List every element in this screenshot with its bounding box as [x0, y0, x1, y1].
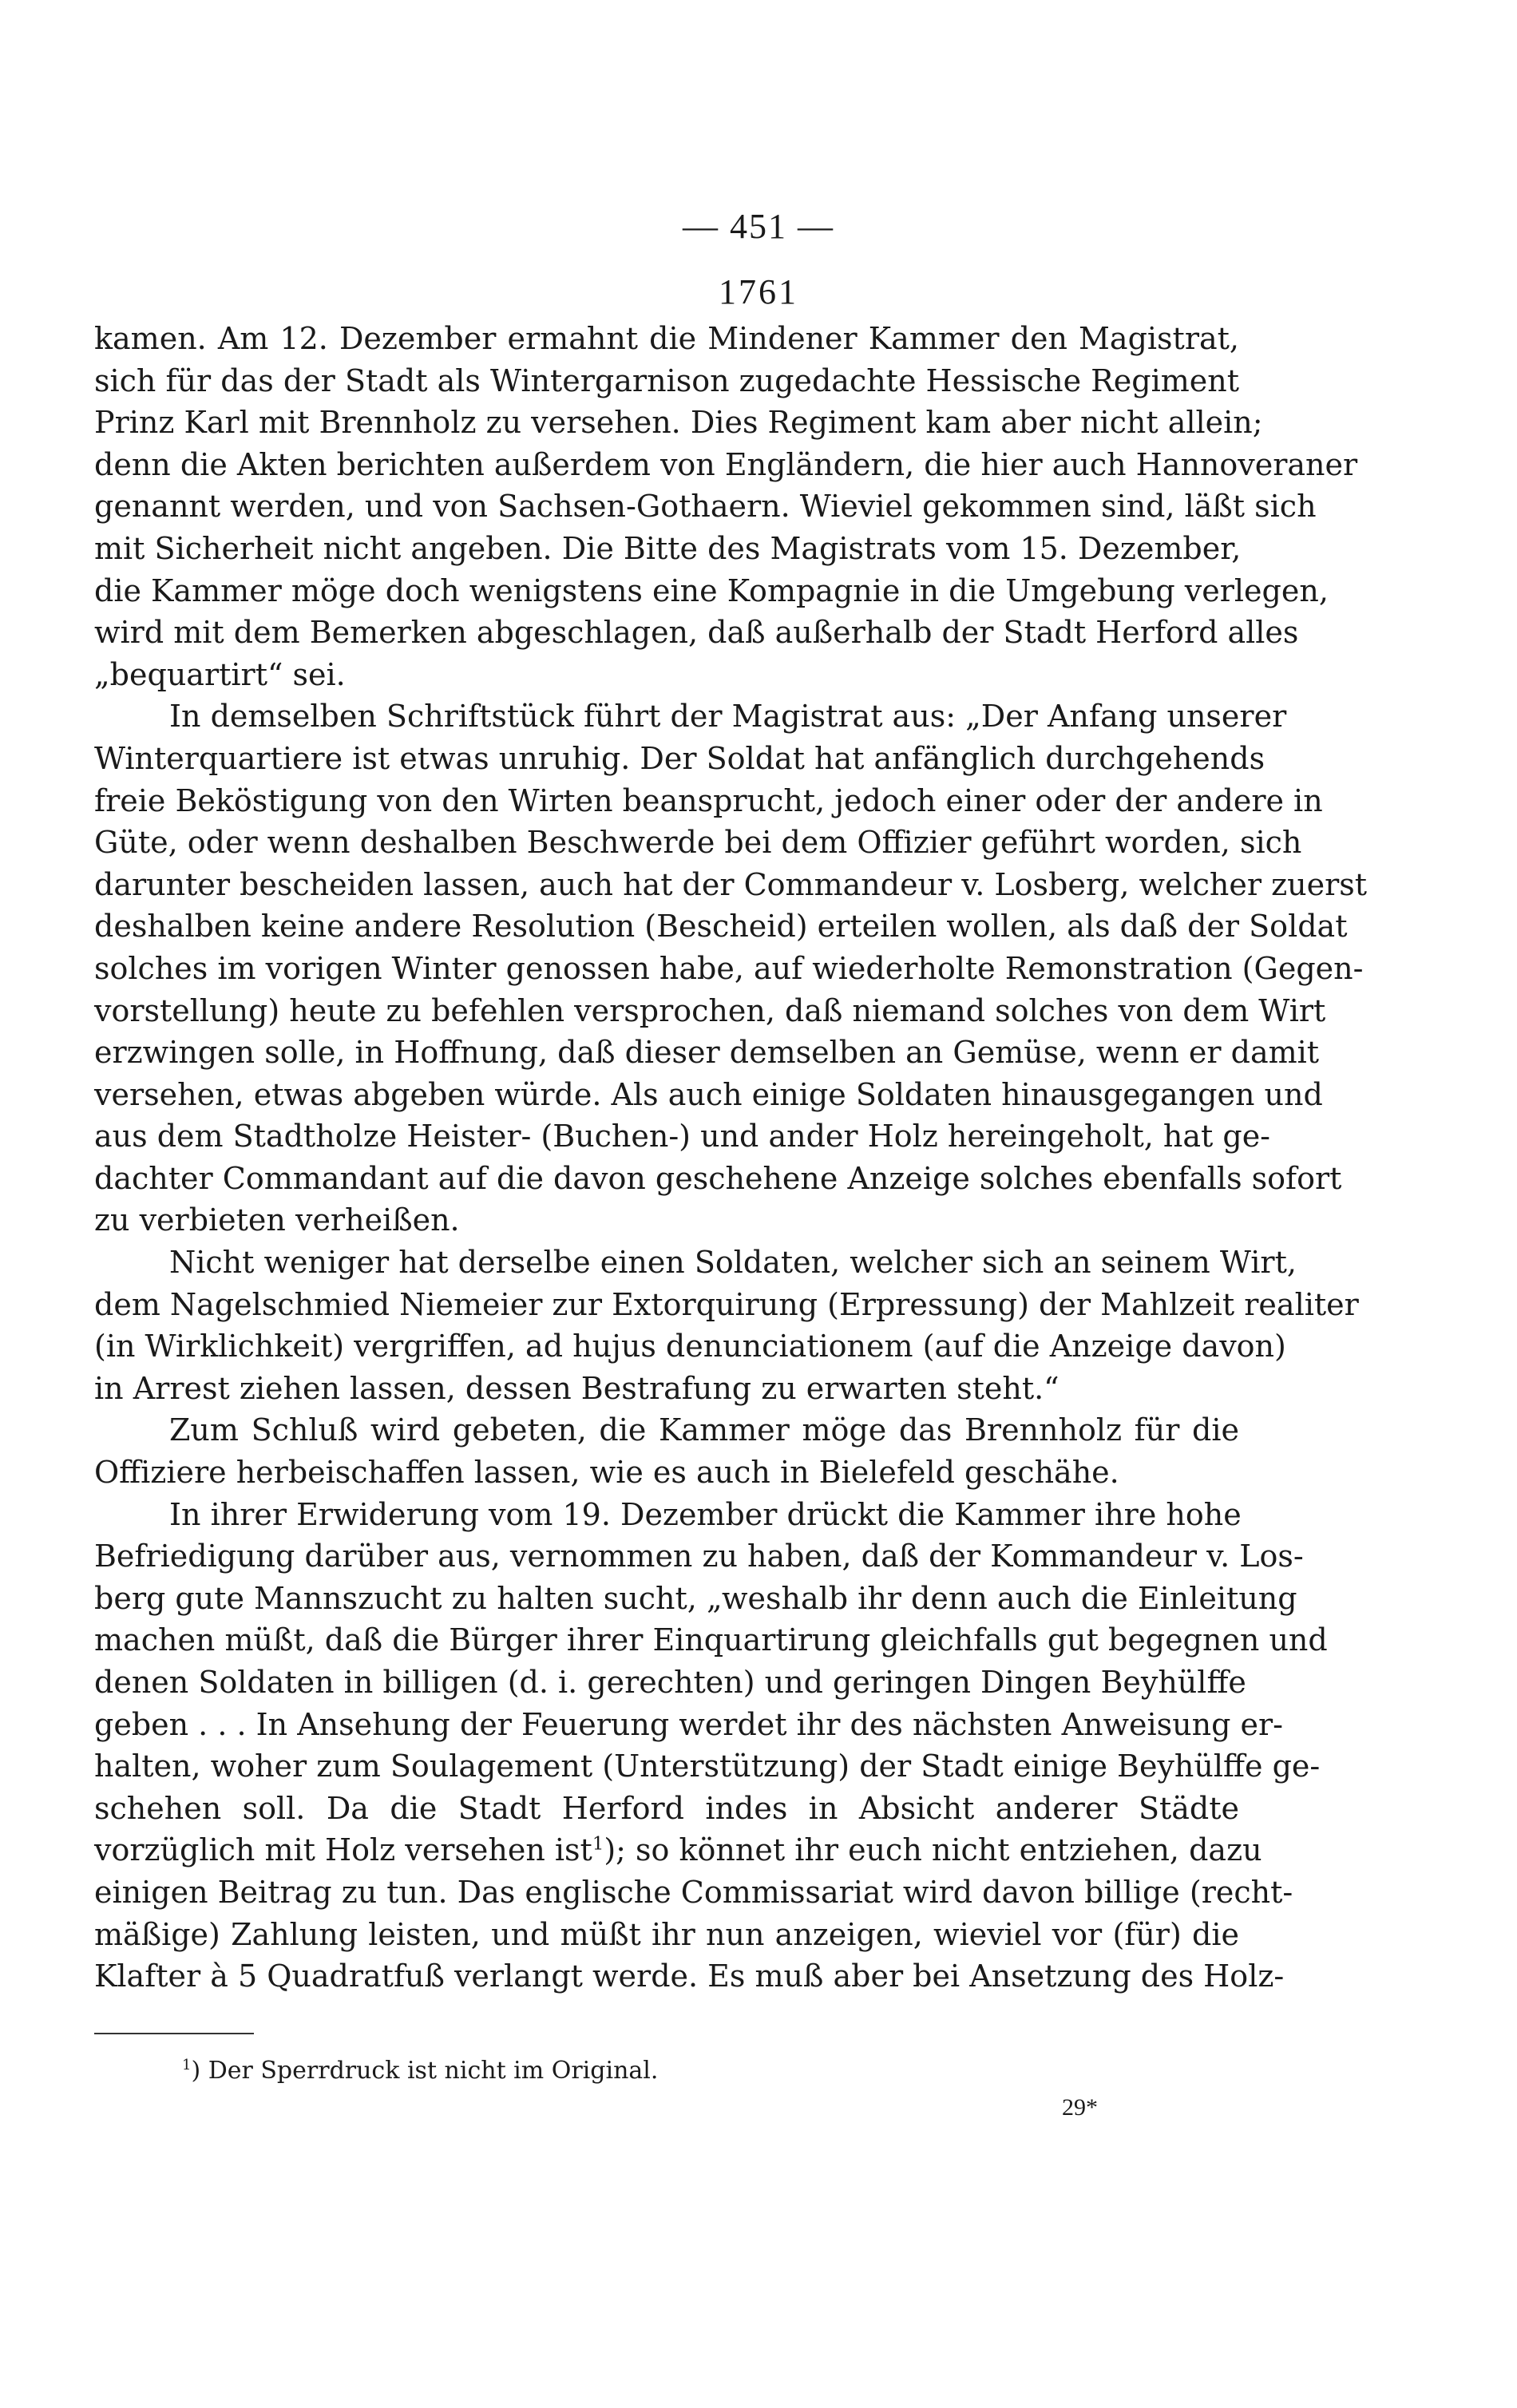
- text-line: kamen. Am 12. Dezember ermahnt die Mindener Kammer den Magistrat,: [94, 321, 1239, 356]
- text-line: Winterquartiere ist etwas unruhig. Der Soldat hat anfänglich durchgehends: [94, 740, 1265, 776]
- footnote: [182, 2055, 658, 2087]
- text-line: dem Nagelschmied Niemeier zur Extorquirung (Erpressung) der Mahlzeit realiter: [94, 1286, 1359, 1322]
- text-line: dachter Commandant auf die davon geschehene Anzeige solches ebenfalls sofort: [94, 1160, 1342, 1196]
- text-line: in Arrest ziehen lassen, dessen Bestrafung zu erwarten steht.“: [94, 1370, 1060, 1406]
- text-line: solches im vorigen Winter genossen habe, auf wiederholte Remonstration (Gegen-: [94, 950, 1364, 986]
- text-line: machen müßt, daß die Bürger ihrer Einquartirung gleichfalls gut begegnen und: [94, 1622, 1328, 1658]
- text-line: (in Wirklichkeit) vergriffen, ad hujus denunciationem (auf die Anzeige davon): [94, 1329, 1286, 1364]
- text-line: mit Sicherheit nicht angeben. Die Bitte des Magistrats vom 15. Dezember,: [94, 530, 1242, 566]
- footnote-text: ) Der Sperrdruck ist nicht im Original.: [191, 2057, 659, 2085]
- text-line: denn die Akten berichten außerdem von Engländern, die hier auch Hannoveraner: [94, 446, 1358, 482]
- text-line: Zum Schluß wird gebeten, die Kammer möge das Brennholz für die: [169, 1412, 1239, 1448]
- text-line: einigen Beitrag zu tun. Das englische Commissariat wird davon billige (recht-: [94, 1874, 1293, 1910]
- text-line: In demselben Schriftstück führt der Magistrat aus: „Der Anfang unserer: [169, 699, 1287, 735]
- page-number: — 451 —: [683, 207, 834, 246]
- text-line: geben . . . In Ansehung der Feuerung werdet ihr des nächsten Anweisung er-: [94, 1706, 1283, 1742]
- text-line: vorstellung) heute zu befehlen versprochen, daß niemand solches von dem Wirt: [94, 992, 1326, 1028]
- text-line: schehen soll. Da die Stadt Herford indes in Absicht anderer Städte: [94, 1790, 1239, 1826]
- text-line: aus dem Stadtholze Heister- (Buchen-) und ander Holz hereingeholt, hat ge-: [94, 1119, 1271, 1154]
- text-line: darunter bescheiden lassen, auch hat der Commandeur v. Losberg, welcher zuerst: [94, 866, 1368, 902]
- text-line: Güte, oder wenn deshalben Beschwerde bei dem Offizier geführt worden, sich: [94, 825, 1302, 861]
- text-line: die Kammer möge doch wenigstens eine Kompagnie in die Umgebung verlegen,: [94, 572, 1329, 608]
- year-heading: 1761: [719, 272, 798, 311]
- text-line: Klafter à 5 Quadratfuß verlangt werde. Es muß aber bei Ansetzung des Holz-: [94, 1958, 1285, 1994]
- text-line: Offiziere herbeischaffen lassen, wie es auch in Bielefeld geschähe.: [94, 1455, 1119, 1491]
- text-line: sich für das der Stadt als Wintergarnison zugedachte Hessische Regiment: [94, 362, 1239, 398]
- body-text: [94, 318, 1368, 1998]
- text-line: zu verbieten verheißen.: [94, 1202, 460, 1238]
- text-line-tail: ); so könnet ihr euch nicht entziehen, dazu: [604, 1832, 1262, 1868]
- text-line: Befriedigung darüber aus, vernommen zu haben, daß der Kommandeur v. Los-: [94, 1539, 1304, 1574]
- text-line: [94, 1829, 1262, 1871]
- text-line: versehen, etwas abgeben würde. Als auch einige Soldaten hinausgegangen und: [94, 1076, 1323, 1112]
- footnote-reference: 1: [592, 1833, 604, 1855]
- text-line: genannt werden, und von Sachsen-Gothaern. Wieviel gekommen sind, läßt sich: [94, 489, 1317, 525]
- text-line-head: vorzüglich mit Holz versehen ist: [94, 1832, 592, 1868]
- text-line: In ihrer Erwiderung vom 19. Dezember drückt die Kammer ihre hohe: [169, 1496, 1242, 1532]
- footnote-divider: [94, 2033, 254, 2034]
- text-line: denen Soldaten in billigen (d. i. gerechten) und geringen Dingen Beyhülffe: [94, 1665, 1246, 1700]
- text-line: deshalben keine andere Resolution (Bescheid) erteilen wollen, als daß der Soldat: [94, 909, 1348, 945]
- text-line: Prinz Karl mit Brennholz zu versehen. Dies Regiment kam aber nicht allein;: [94, 405, 1263, 441]
- text-line: halten, woher zum Soulagement (Unterstützung) der Stadt einige Beyhülffe ge-: [94, 1749, 1321, 1784]
- signature-mark: 29*: [1062, 2094, 1098, 2121]
- text-line: berg gute Mannszucht zu halten sucht, „weshalb ihr denn auch die Einleitung: [94, 1580, 1297, 1616]
- text-line: „bequartirt“ sei.: [94, 656, 346, 692]
- text-line: mäßige) Zahlung leisten, und müßt ihr nun anzeigen, wieviel vor (für) die: [94, 1916, 1239, 1952]
- text-line: wird mit dem Bemerken abgeschlagen, daß außerhalb der Stadt Herford alles: [94, 615, 1299, 651]
- text-line: Nicht weniger hat derselbe einen Soldaten, welcher sich an seinem Wirt,: [169, 1245, 1297, 1281]
- footnote-marker: 1: [182, 2057, 192, 2073]
- text-line: freie Beköstigung von den Wirten beansprucht, jedoch einer oder der andere in: [94, 782, 1323, 818]
- text-line: erzwingen solle, in Hoffnung, daß dieser demselben an Gemüse, wenn er damit: [94, 1035, 1320, 1071]
